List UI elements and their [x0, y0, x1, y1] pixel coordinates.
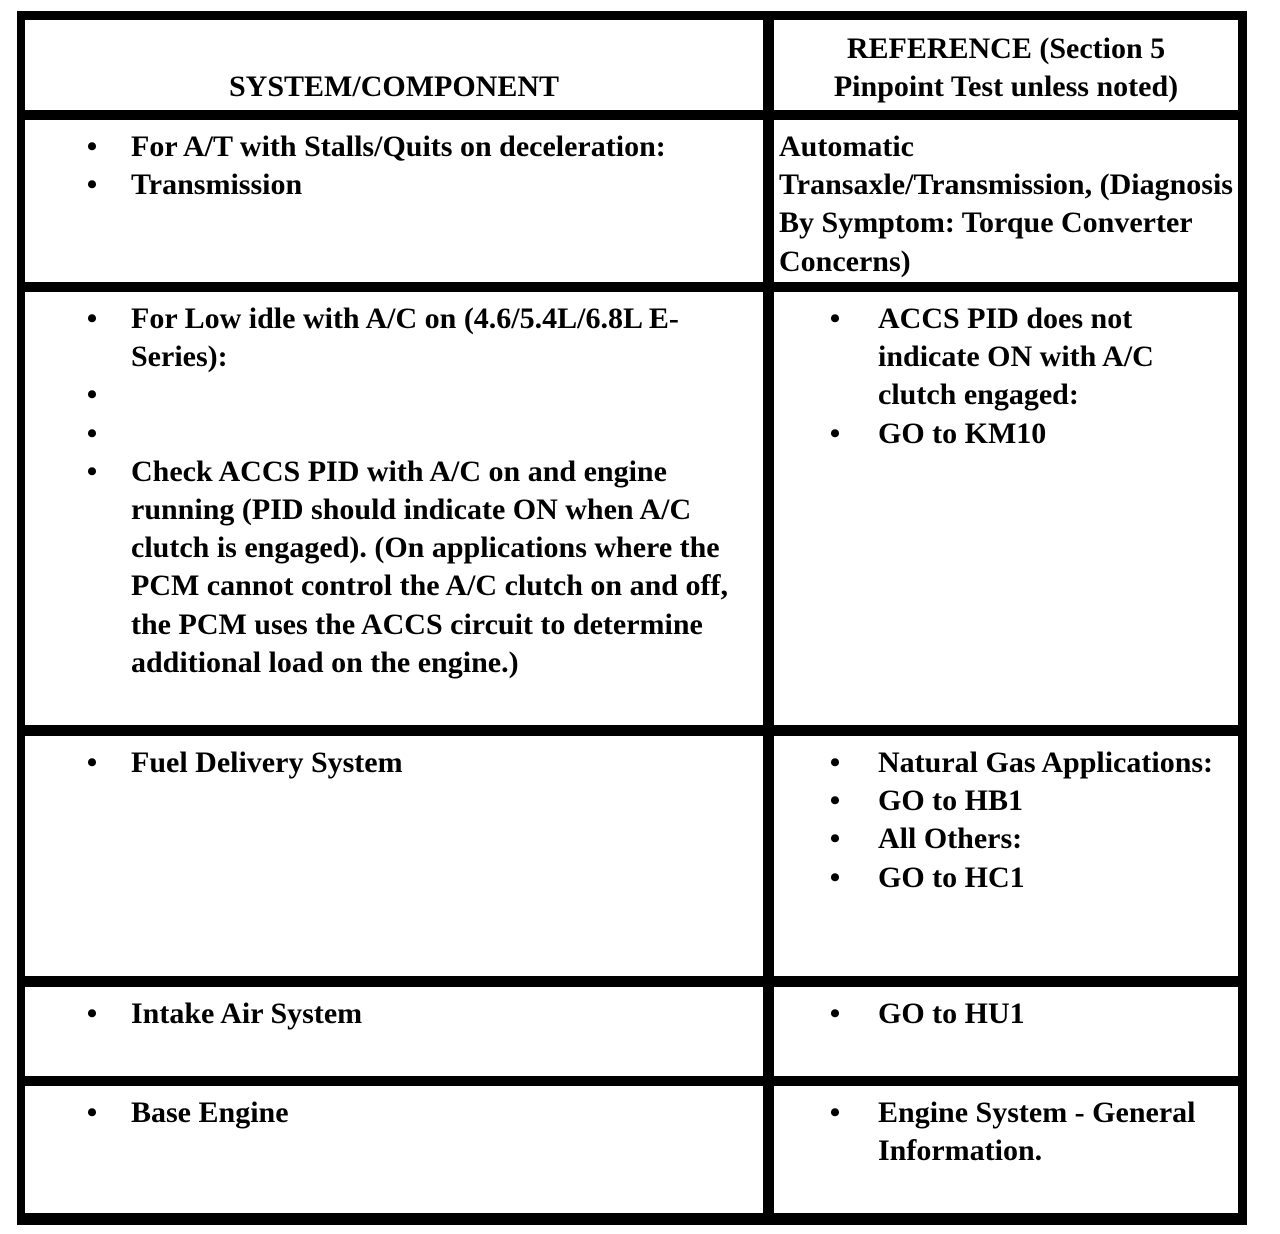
bullet-icon: • [86, 302, 98, 335]
list-item: • Natural Gas Applications: [774, 744, 1238, 782]
row-2-reference-list [774, 300, 1238, 453]
list-item: • Transmission [25, 166, 763, 204]
list-item: • Base Engine [25, 1094, 763, 1132]
row-5-system-list [25, 1094, 763, 1132]
bullet-icon: • [829, 302, 841, 335]
row-1-system-cell [25, 120, 763, 282]
list-item [25, 376, 763, 414]
header-reference [774, 30, 1238, 106]
row-4-system-cell [25, 987, 763, 1076]
row-4-reference-list [774, 995, 1238, 1033]
row-1-reference-text: Automatic Transaxle/Transmission, (Diagnosis By Symptom: Torque Converter Concerns) [779, 130, 1233, 278]
list-item: • GO to HU1 [774, 995, 1238, 1033]
header-system-component: SYSTEM/COMPONENT [228, 70, 560, 103]
bullet-icon: • [86, 1096, 98, 1129]
row-2-system-cell [25, 292, 763, 725]
bullet-icon: • [86, 416, 98, 450]
header-reference-line1: REFERENCE (Section 5 [846, 32, 1166, 65]
header-cell-reference [774, 20, 1238, 110]
list-item: • All Others: [774, 820, 1238, 858]
list-item [25, 415, 763, 453]
row-3-reference-cell [774, 736, 1238, 976]
row-1-reference-cell [774, 120, 1238, 282]
row-5-system-cell [25, 1086, 763, 1213]
header-cell-system-component [25, 20, 763, 110]
row-4-system-list [25, 995, 763, 1033]
list-item: • ACCS PID does not indicate ON with A/C clutch engaged: [774, 300, 1238, 415]
list-item: • GO to KM10 [774, 415, 1238, 453]
bullet-icon: • [86, 746, 98, 779]
bullet-icon: • [86, 454, 98, 488]
list-item: • Check ACCS PID with A/C on and engine running (PID should indicate ON when A/C clutch is engaged). (On applications where the PCM cannot control the A/C clutch on and off, the PCM uses the ACCS circuit to determine additional load on the engine.) [25, 453, 763, 682]
bullet-icon: • [829, 784, 841, 818]
list-item: • Fuel Delivery System [25, 744, 763, 782]
row-2-reference-cell [774, 292, 1238, 725]
header-reference-line2: Pinpoint Test unless noted) [833, 70, 1179, 104]
list-item: • GO to HB1 [774, 782, 1238, 820]
row-5-reference-cell [774, 1086, 1238, 1213]
list-item: • For Low idle with A/C on (4.6/5.4L/6.8L E-Series): [25, 300, 763, 376]
bullet-icon: • [86, 130, 98, 163]
bullet-icon: • [86, 378, 98, 412]
row-3-system-list [25, 744, 763, 782]
row-3-system-cell [25, 736, 763, 976]
bullet-icon: • [829, 997, 841, 1030]
row-5-reference-list [774, 1094, 1238, 1170]
bullet-icon: • [829, 822, 841, 856]
row-1-system-list [25, 128, 763, 204]
list-item: • GO to HC1 [774, 859, 1238, 897]
list-item: • For A/T with Stalls/Quits on deceleration: [25, 128, 763, 166]
bullet-icon: • [829, 860, 841, 894]
bullet-icon: • [86, 997, 98, 1030]
row-2-system-list [25, 300, 763, 682]
bullet-icon: • [829, 1096, 841, 1129]
bullet-icon: • [829, 746, 841, 779]
row-3-reference-list [774, 744, 1238, 897]
bullet-icon: • [86, 168, 98, 202]
list-item: • Intake Air System [25, 995, 763, 1033]
bullet-icon: • [829, 416, 841, 450]
row-4-reference-cell [774, 987, 1238, 1076]
list-item: • Engine System - General Information. [774, 1094, 1238, 1170]
